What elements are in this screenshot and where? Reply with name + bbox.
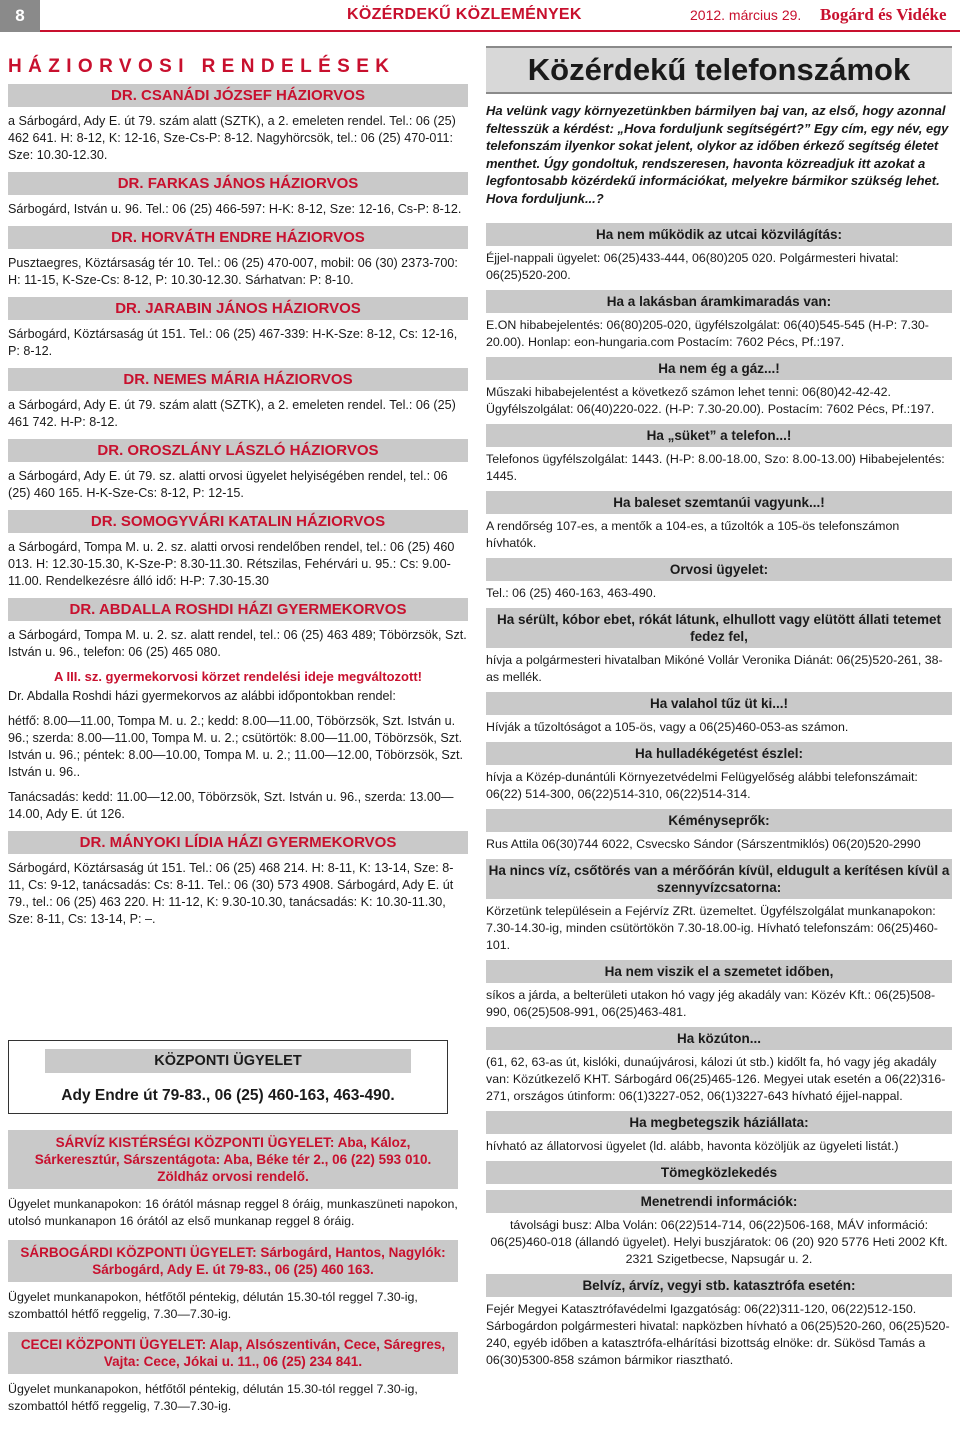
doctor-details: Pusztaegres, Köztársaság tér 10. Tel.: 06 (25) 470-007, mobil: 06 (30) 2373-700: H: 11-15, K-Sze-Cs: 8-12, P: 10.30-12.30. Sárhatvan: P: 8-10. [8, 256, 458, 287]
intro-paragraph: Ha velünk vagy környezetünkben bármilyen baj van, az első, hogy azonnal feltesszük a kérdést: „Hova forduljunk segítségért?” Egy cím, egy név, egy telefonszám ilyenkor sokat jelent, olykor az időben érkező segítség életet menthet. Úgy gondoltuk, rendszeresen, havonta közreadjuk itt azokat a legfontosabb közérdekű információkat, melyekre bármikor szükség lehet. Hova forduljunk...? [486, 103, 949, 206]
info-heading: Kéményseprők: [486, 809, 952, 832]
doctor-details: Sárbogárd, Köztársaság út 151. Tel.: 06 (25) 468 214. H: 8-11, K: 13-14, Sze: 8-11, Cs: 9-12, tanácsadás: Cs: 8-11. Tel.: 06 (30) 573 4908. Sárbogárd, Ady E. út 79., tel.: 06 (25) 463 220. H: 11-12, K: 9.30-10.30, tanácsadás: K: 10.30-11.30, Sze: 8-11, Cs: 13-14, P: –. [8, 861, 454, 926]
info-text: E.ON hibabejelentés: 06(80)205-020, ügyfélszolgálat: 06(40)545-545 (H-P: 7.30-20.00). Honlap: eon-hungaria.com Postacím: 7602 Pécs, Pf.:197. [486, 318, 929, 349]
doctor-heading: DR. HORVÁTH ENDRE HÁZIORVOS [8, 226, 468, 249]
info-text: A rendőrség 107-es, a mentők a 104-es, a tűzoltók a 105-ös telefonszámon hívhatók. [486, 519, 900, 550]
info-text: Körzetünk településein a Fejérvíz ZRt. üzemeltet. Ügyfélszolgálat munkanapokon: 7.30-14.30-ig, minden csütörtökön 7.30-18.00-ig. Hívható telefonszám: 06(25)460-101. [486, 904, 938, 952]
doctor-heading: DR. OROSZLÁNY LÁSZLÓ HÁZIORVOS [8, 439, 468, 462]
info-text: hívja a Közép-dunántúli Környezetvédelmi Felügyelőség alábbi telefonszámait: 06(22) 514-300, 06(22)514-310, 06(22)514-314. [486, 770, 918, 801]
doctor-details: Sárbogárd, István u. 96. Tel.: 06 (25) 466-597: H-K: 8-12, Sze: 12-16, Cs-P: 8-12. [8, 202, 462, 216]
doctor-heading: DR. ABDALLA ROSHDI HÁZI GYERMEKORVOS [8, 598, 468, 621]
left-column [8, 32, 468, 936]
central-duty-address: Ady Endre út 79-83., 06 (25) 460-163, 463-490. [61, 1087, 395, 1104]
duty-service-heading: SÁRVÍZ KISTÉRSÉGI KÖZPONTI ÜGYELET: Aba, Káloz, Sárkeresztúr, Sárszentágota: Aba, Béke tér 2., 06 (22) 593 010. Zöldház orvosi rendelő. [8, 1130, 458, 1189]
info-heading: Ha nem ég a gáz...! [486, 357, 952, 380]
info-heading: Ha a lakásban áramkimaradás van: [486, 290, 952, 313]
info-heading: Orvosi ügyelet: [486, 558, 952, 581]
info-text: Éjjel-nappali ügyelet: 06(25)433-444, 06(80)205 020. Polgármesteri hivatal: 06(25)520-200. [486, 251, 899, 282]
info-heading: Ha hulladékégetést észlel: [486, 742, 952, 765]
info-text: távolsági busz: Alba Volán: 06(22)514-714, 06(22)506-168, MÁV információ: 06(25)460-018 (állandó ügyelet). Helyi buszjáratok: 06 (20) 920 5776 Heti 2002 Kft. 2321 Szigetbecse, Napsugár u. 2. [490, 1218, 948, 1266]
duty-service-heading: CECEI KÖZPONTI ÜGYELET: Alap, Alsószentiván, Cece, Sáregres, Vajta: Cece, Jókai u. 11., 06 (25) 234 841. [8, 1332, 458, 1374]
info-heading: Ha valahol tűz üt ki...! [486, 692, 952, 715]
duty-service-hours: Ügyelet munkanapokon: 16 órától másnap reggel 8 óráig, munkaszüneti napokon, utolsó munkanapon 16 órától az első munkanap reggel 8 óráig. [8, 1197, 458, 1228]
weekly-schedule: hétfő: 8.00—11.00, Tompa M. u. 2.; kedd: 8.00—11.00, Töbörzsök, Szt. István u. 96.; szerda: 8.00—11.00, Tompa M. u. 2.; csütörtök: 8.00—11.00, Töbörzsök, Szt. István u. 96.; péntek: 8.00—10.00, Tompa M. u. 2.; 11.00—12.00, Töbörzsök, Szt. István u. 96.. [8, 714, 464, 779]
doctor-details: a Sárbogárd, Tompa M. u. 2. sz. alatt rendel, tel.: 06 (25) 463 489; Töbörzsök, Szt. István u. 96., telefon: 06 (25) 465 080. [8, 628, 467, 659]
doctor-details: Sárbogárd, Köztársaság út 151. Tel.: 06 (25) 467-339: H-K-Sze: 8-12, Cs: 12-16, P: 8-12. [8, 327, 458, 358]
duty-service-block [8, 1130, 458, 1230]
info-heading: Ha baleset szemtanúi vagyunk...! [486, 491, 952, 514]
info-text: Hívják a tűzoltóságot a 105-ös, vagy a 06(25)460-053-as számon. [486, 720, 849, 734]
doctor-details: a Sárbogárd, Ady E. út 79. sz. alatti orvosi ügyelet helyiségében rendel, tel.: 06 (25) 460 165. H-K-Sze-Cs: 8-12, P: 12-15. [8, 469, 448, 500]
info-text: Műszaki hibabejelentést a következő számon lehet tenni: 06(80)42-42-42. Ügyfélszolgálat: 06(40)220-022. (H-P: 7.30-20.00). Postacím: 7602 Pécs, Pf.:197. [486, 385, 935, 416]
doctor-heading: DR. NEMES MÁRIA HÁZIORVOS [8, 368, 468, 391]
consultation-hours: Tanácsadás: kedd: 11.00—12.00, Töbörzsök, Szt. István u. 96., szerda: 13.00—14.00, Ady E. út 126. [8, 790, 454, 821]
section-title: KÖZÉRDEKŰ KÖZLEMÉNYEK [347, 6, 582, 23]
info-text: síkos a járda, a belterületi utakon hó vagy jég akadály van: Közév Kft.: 06(25)508-990, 06(25)508-991, 06(25)463-481. [486, 988, 936, 1019]
info-heading: Ha nem viszik el a szemetet időben, [486, 960, 952, 983]
info-heading: Menetrendi információk: [486, 1190, 952, 1213]
info-text: Telefonos ügyfélszolgálat: 1443. (H-P: 8.00-18.00, Szo: 8.00-13.00) Hibabejelentés: 1445. [486, 452, 945, 483]
duty-service-hours: Ügyelet munkanapokon, hétfőtől péntekig, délután 15.30-tól reggel 7.30-ig, szombattól hétfő reggelig, 7.30—7.30-ig. [8, 1290, 418, 1321]
page-number: 8 [0, 0, 40, 32]
info-heading: Ha „süket” a telefon...! [486, 424, 952, 447]
doctor-heading: DR. CSANÁDI JÓZSEF HÁZIORVOS [8, 84, 468, 107]
page-header [0, 0, 960, 32]
central-duty-box [8, 1040, 448, 1114]
info-heading: Ha sérült, kóbor ebet, rókát látunk, elhullott vagy elütött állati tetemet fedez fel, [486, 608, 952, 648]
info-heading: Ha közúton... [486, 1027, 952, 1050]
info-text: hívja a polgármesteri hivatalban Mikóné Vollár Veronika Diánát: 06(25)520-261, 38-as mellék. [486, 653, 943, 684]
duty-service-heading: SÁRBOGÁRDI KÖZPONTI ÜGYELET: Sárbogárd, Hantos, Nagylók: Sárbogárd, Ady E. út 79-83., 06 (25) 460 163. [8, 1240, 458, 1282]
info-text: hívható az állatorvosi ügyelet (ld. alább, havonta közöljük az ügyeleti listát.) [486, 1139, 899, 1153]
doctor-heading: DR. SOMOGYVÁRI KATALIN HÁZIORVOS [8, 510, 468, 533]
phone-numbers-title: Közérdekű telefonszámok [486, 46, 952, 94]
info-heading: Ha nem működik az utcai közvilágítás: [486, 223, 952, 246]
schedule-intro: Dr. Abdalla Roshdi házi gyermekorvos az alábbi időpontokban rendel: [8, 689, 396, 703]
info-heading: Belvíz, árvíz, vegyi stb. katasztrófa esetén: [486, 1274, 952, 1297]
info-heading: Ha nincs víz, csőtörés van a mérőórán kívül, eldugult a kerítésen kívül a szennyvízcsatorna: [486, 859, 952, 899]
issue-date: 2012. március 29. [690, 7, 802, 23]
info-heading: Ha megbetegszik háziállata: [486, 1111, 952, 1134]
doctor-heading: DR. MÁNYOKI LÍDIA HÁZI GYERMEKORVOS [8, 831, 468, 854]
newspaper-brand: Bogárd és Vidéke [820, 5, 947, 24]
duty-service-block [8, 1240, 458, 1323]
duty-service-block [8, 1332, 458, 1415]
doctor-heading: DR. JARABIN JÁNOS HÁZIORVOS [8, 297, 468, 320]
info-text: Rus Attila 06(30)744 6022, Csvecsko Sándor (Sárszentmiklós) 06(20)520-2990 [486, 837, 921, 851]
right-column [486, 46, 952, 1369]
duty-service-hours: Ügyelet munkanapokon, hétfőtől péntekig, délután 15.30-tól reggel 7.30-ig, szombattól hétfő reggelig, 7.30—7.30-ig. [8, 1382, 418, 1413]
section-heading: HÁZIORVOSI RENDELÉSEK [8, 56, 396, 77]
info-text: Fejér Megyei Katasztrófavédelmi Igazgatóság: 06(22)311-120, 06(22)512-150. Sárbogárdon polgármesteri hivatal: napközben hívható a 06(25)520-260, 06(25)520-240, egyéb időben a katasztrófa-elhárítási bizottság elnöke: dr. Sükösd Tamás a 06(30)5300-858 számon bármikor riasztható. [486, 1302, 950, 1367]
central-duty-title: KÖZPONTI ÜGYELET [45, 1049, 411, 1073]
info-text: (61, 62, 63-as út, kislóki, dunaújvárosi, kálozi út stb.) kidőlt fa, hó vagy jég akadály van: Közútkezelő KHT. Sárbogárd 06(25)465-126. Megyei utak esetén a 06(22)316-271, országos útinform: 06(1)3227-052, 06(1)3227-643 hívható éjjel-nappal. [486, 1055, 946, 1103]
doctor-heading: DR. FARKAS JÁNOS HÁZIORVOS [8, 172, 468, 195]
schedule-change-notice: A III. sz. gyermekorvosi körzet rendelési ideje megváltozott! [54, 669, 422, 684]
doctor-details: a Sárbogárd, Tompa M. u. 2. sz. alatti orvosi rendelőben rendel, tel.: 06 (25) 460 013. H: 12.30-15.30, K-Sze-P: 8.30-11.30. Rétszilas, Fehérvári u. 95.: Cs: 9.00-11.00. Rendelkezésre álló idő: H-P: 7.30-15.30 [8, 540, 455, 588]
info-text: Tel.: 06 (25) 460-163, 463-490. [486, 586, 657, 600]
info-heading: Tömegközlekedés [486, 1161, 952, 1184]
doctor-details: a Sárbogárd, Ady E. út 79. szám alatt (SZTK), a 2. emeleten rendel. Tel.: 06 (25) 461 742. H-P: 8-12. [8, 398, 456, 429]
doctor-details: a Sárbogárd, Ady E. út 79. szám alatt (SZTK), a 2. emeleten rendel. Tel.: 06 (25) 462 641. H: 8-12, K: 12-16, Sze-Cs-P: 8-12. Nagyhörcsök, tel.: 06 (25) 470-011: Sze: 10.30-12.30. [8, 114, 456, 162]
